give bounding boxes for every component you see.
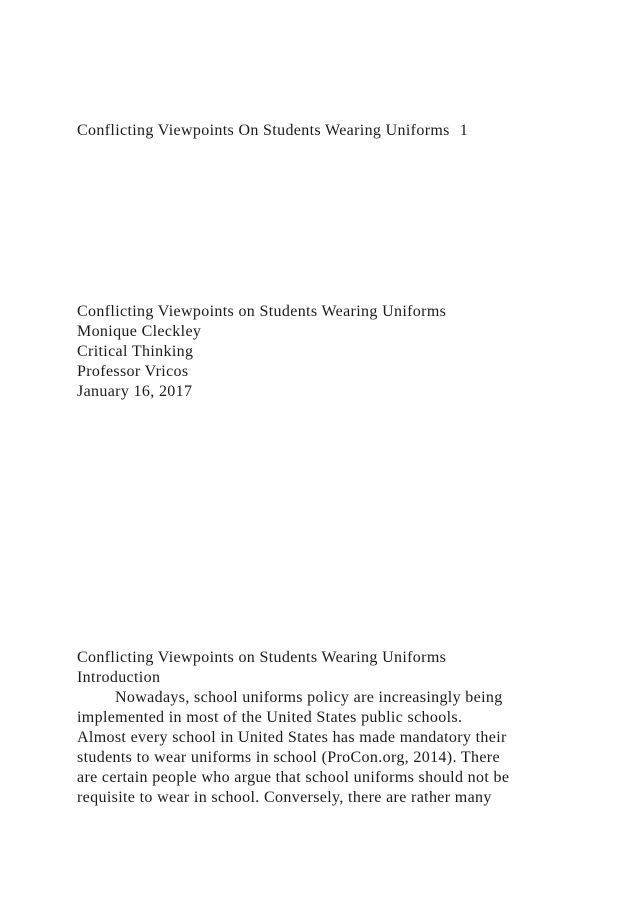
body-title: Conflicting Viewpoints on Students Wearing Uniforms [77,649,447,666]
course-name: Critical Thinking [77,343,194,360]
author-name: Monique Cleckley [77,323,202,340]
paragraph-line: requisite to wear in school. Conversely, there are rather many [77,789,492,806]
running-header [77,121,468,141]
instructor-name: Professor Vricos [77,363,189,380]
page-number: 1 [459,122,469,139]
paper-title: Conflicting Viewpoints on Students Wearing Uniforms [77,303,447,320]
body-section [77,648,577,808]
paragraph-line: Almost every school in United States has made mandatory their [77,729,507,746]
paper-date: January 16, 2017 [77,383,193,400]
paragraph-line: implemented in most of the United States public schools. [77,709,463,726]
running-header-title: Conflicting Viewpoints On Students Wearing Uniforms [77,122,450,139]
paragraph-line: students to wear uniforms in school (ProCon.org, 2014). There [77,749,500,766]
paragraph-line: Nowadays, school uniforms policy are increasingly being [115,689,503,706]
title-page-block [77,302,446,402]
section-heading-introduction: Introduction [77,669,161,686]
paragraph-line: are certain people who argue that school uniforms should not be [77,769,510,786]
